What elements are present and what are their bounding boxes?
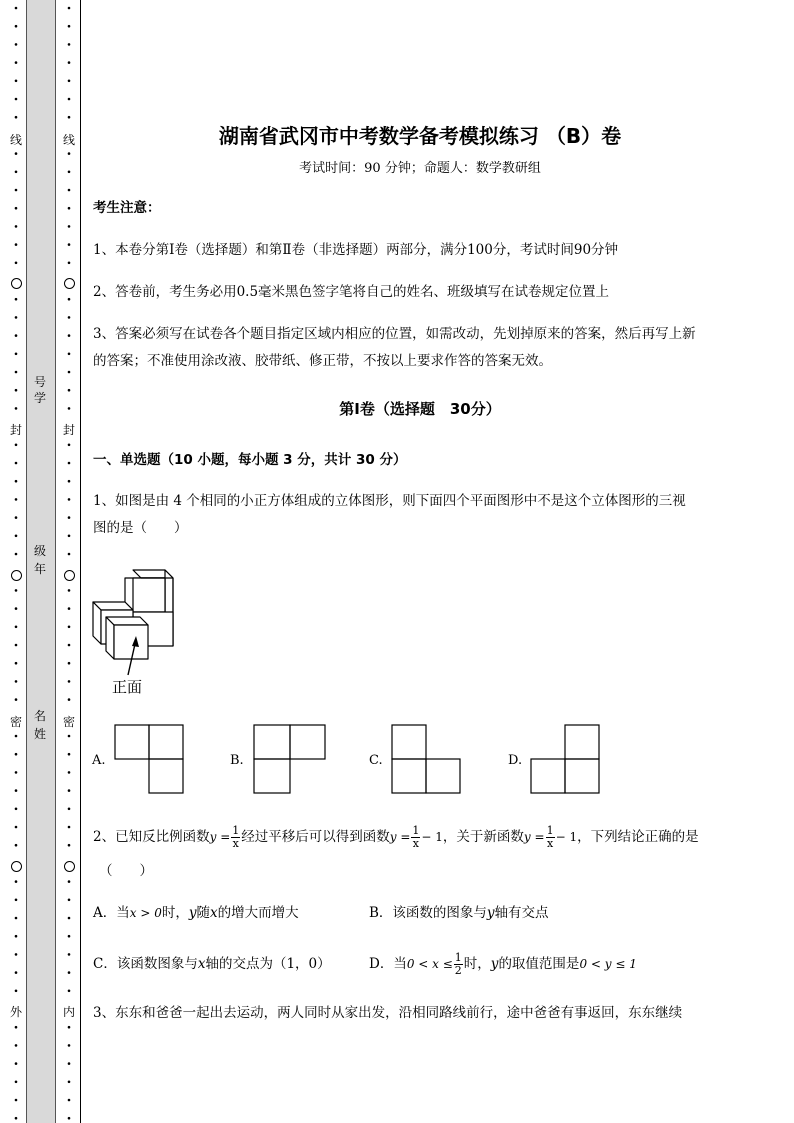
q2-text: ，下列结论正确的是 (577, 829, 699, 845)
q2-text: 经过平移后可以得到函数 (241, 829, 390, 845)
page-title: 湖南省武冈市中考数学备考模拟练习 （B）卷 (218, 124, 622, 148)
margin-dot (15, 444, 18, 447)
margin-dot (15, 243, 18, 246)
margin-dot (15, 698, 18, 701)
margin-dot (15, 80, 18, 83)
q2-y-eq: y = (523, 830, 545, 844)
option-math: y (490, 956, 499, 972)
outer-char-xian: 线 (9, 133, 22, 147)
margin-dot (68, 298, 71, 301)
inner-char-feng: 封 (62, 423, 75, 437)
fraction-denominator: 2 (454, 964, 462, 977)
margin-dot (15, 98, 18, 101)
margin-dot (68, 535, 71, 538)
margin-dot (15, 189, 18, 192)
option-text: B．该函数的图象与 (369, 905, 487, 921)
margin-dot (15, 735, 18, 738)
exam-info: 考试时间：90 分钟；命题人：数学教研组 (299, 161, 541, 176)
cube-side-face (93, 602, 101, 644)
margin-dot (15, 771, 18, 774)
inner-char-xian: 线 (62, 133, 75, 147)
margin-dot (68, 7, 71, 10)
margin-dot (15, 789, 18, 792)
q2-fraction (411, 825, 420, 850)
q2-option-b[interactable] (369, 900, 549, 927)
margin-dot (68, 935, 71, 938)
margin-dot (68, 80, 71, 83)
margin-dot (15, 1081, 18, 1084)
margin-dot (15, 480, 18, 483)
margin-dot (68, 98, 71, 101)
margin-dot (15, 1062, 18, 1065)
margin-dot (68, 607, 71, 610)
option-math: x (197, 956, 206, 972)
margin-dot (15, 553, 18, 556)
margin-dot (15, 662, 18, 665)
margin-dot (15, 935, 18, 938)
option-text: 轴有交点 (494, 905, 549, 921)
outer-char-wai: 外 (9, 1005, 22, 1019)
margin-dot (15, 462, 18, 465)
option-text: 随 (196, 905, 210, 921)
option-text: D．当 (369, 956, 407, 972)
inner-dots (62, 0, 76, 1123)
margin-dot (68, 262, 71, 265)
margin-dot (15, 152, 18, 155)
gutter-label-student-number (26, 374, 54, 406)
margin-dot (15, 298, 18, 301)
gutter-label-grade (26, 542, 54, 578)
margin-dot (15, 61, 18, 64)
inner-circle (64, 861, 75, 872)
notice-item-3-cont: 的答案；不准使用涂改液、胶带纸、修正带，不按以上要求作答的答案无效。 (93, 353, 552, 369)
margin-dot (68, 152, 71, 155)
margin-dot (15, 498, 18, 501)
margin-dot (68, 116, 71, 119)
margin-dot (15, 626, 18, 629)
outer-circle (11, 861, 22, 872)
margin-dot (68, 407, 71, 410)
option-text: A．当 (93, 905, 130, 921)
margin-dot (15, 1044, 18, 1047)
margin-dot (68, 953, 71, 956)
q1-option-c-figure (391, 724, 463, 796)
q1-option-a-label[interactable]: A. (92, 753, 106, 768)
margin-dot (68, 171, 71, 174)
margin-dot (68, 1026, 71, 1029)
fraction-numerator: 1 (232, 824, 240, 837)
margin-dot (68, 43, 71, 46)
option-text: 的增大而增大 (217, 905, 299, 921)
margin-dot (15, 371, 18, 374)
q2-minus-one: − 1 (421, 830, 443, 844)
margin-dot (15, 953, 18, 956)
part-heading: 一、单选题（10 小题，每小题 3 分，共计 30 分） (93, 452, 407, 468)
q2-stem (93, 824, 699, 851)
margin-dot (68, 1062, 71, 1065)
q2-y-eq: y = (389, 830, 411, 844)
margin-dot (15, 25, 18, 28)
inner-circle (64, 570, 75, 581)
option-math: y (188, 905, 197, 921)
margin-dot (68, 61, 71, 64)
margin-dot (15, 171, 18, 174)
q2-answer-blank: （ ） (99, 863, 153, 879)
outer-char-mi: 密 (9, 715, 22, 729)
inner-circle (64, 278, 75, 289)
gutter-label-name (26, 707, 54, 743)
q2-option-c[interactable] (93, 951, 331, 978)
q1-option-d-label[interactable]: D. (508, 753, 523, 768)
margin-dot (15, 844, 18, 847)
notice-item-1: 1、本卷分第Ⅰ卷（选择题）和第Ⅱ卷（非选择题）两部分，满分100分，考试时间90分钟 (93, 242, 619, 258)
margin-dot (15, 116, 18, 119)
margin-dot (15, 607, 18, 610)
margin-dot (68, 243, 71, 246)
notice-item-3: 3、答案必须写在试卷各个题目指定区域内相应的位置，如需改动，先划掉原来的答案，然后再写上新 (93, 326, 696, 342)
margin-dot (68, 462, 71, 465)
option-text: C．该函数图象与 (93, 956, 198, 972)
option-text: 的取值范围是 (498, 956, 580, 972)
fraction-denominator: x (546, 837, 554, 850)
margin-dot (68, 680, 71, 683)
margin-dot (15, 353, 18, 356)
margin-dot (68, 480, 71, 483)
margin-dot (68, 808, 71, 811)
margin-dot (68, 334, 71, 337)
margin-dot (15, 589, 18, 592)
margin-dot (68, 516, 71, 519)
margin-dot (68, 1044, 71, 1047)
margin-dot (68, 698, 71, 701)
q1-stem: 1、如图是由 4 个相同的小正方体组成的立体图形，则下面四个平面图形中不是这个立体图形的三视 (93, 493, 686, 509)
margin-dot (15, 808, 18, 811)
margin-dot (68, 444, 71, 447)
option-math: 0 < y ≤ 1 (579, 957, 637, 971)
q1-option-d-figure (530, 724, 602, 796)
fraction-numerator: 1 (454, 951, 462, 964)
margin-dot (68, 626, 71, 629)
margin-dot (15, 971, 18, 974)
outer-dots (9, 0, 23, 1123)
margin-border-line (80, 0, 81, 1123)
front-view-label: 正面 (112, 678, 143, 696)
fraction-denominator: x (232, 837, 239, 850)
margin-dot (15, 1099, 18, 1102)
margin-dot (68, 1117, 71, 1120)
inner-dot-column (62, 0, 76, 1123)
margin-dot (68, 990, 71, 993)
margin-dot (15, 826, 18, 829)
margin-dot (15, 389, 18, 392)
outer-dot-column (9, 0, 23, 1123)
cube-front-face (133, 578, 165, 612)
margin-dot (15, 899, 18, 902)
margin-dot (15, 1117, 18, 1120)
q2-option-d[interactable] (369, 951, 637, 978)
margin-dot (68, 353, 71, 356)
q1-option-b-label[interactable]: B. (230, 753, 244, 768)
inner-char-nei: 内 (62, 1005, 75, 1019)
margin-dot (15, 7, 18, 10)
margin-dot (68, 498, 71, 501)
margin-dot (15, 917, 18, 920)
option-fraction (454, 952, 463, 977)
option-text: 轴的交点为（1，0） (205, 956, 331, 972)
gutter-label-text: 级年 (33, 544, 46, 576)
q2-fraction (231, 825, 240, 850)
margin-dot (15, 262, 18, 265)
margin-dot (68, 826, 71, 829)
q1-stem-cont: 图的是（ ） (93, 520, 188, 536)
margin-dot (68, 589, 71, 592)
outer-char-feng: 封 (9, 423, 22, 437)
margin-dot (68, 189, 71, 192)
inner-char-mi: 密 (62, 715, 75, 729)
margin-dot (68, 553, 71, 556)
fraction-numerator: 1 (412, 824, 420, 837)
margin-dot (15, 644, 18, 647)
notice-heading: 考生注意： (93, 200, 161, 216)
margin-dot (68, 389, 71, 392)
margin-dot (68, 880, 71, 883)
margin-dot (68, 25, 71, 28)
q2-fraction (546, 825, 555, 850)
margin-dot (15, 680, 18, 683)
option-math: x > 0 (129, 906, 162, 920)
margin-dot (15, 516, 18, 519)
margin-dot (15, 207, 18, 210)
margin-dot (15, 316, 18, 319)
gutter-label-text: 号学 (33, 375, 46, 405)
margin-dot (68, 662, 71, 665)
outer-circle (11, 570, 22, 581)
margin-dot (68, 1099, 71, 1102)
margin-dot (68, 207, 71, 210)
section-title: 第Ⅰ卷（选择题 30分） (339, 400, 501, 418)
q1-option-c-label[interactable]: C. (369, 753, 383, 768)
option-text: 时， (161, 905, 189, 921)
option-math: x (209, 905, 218, 921)
margin-dot (15, 880, 18, 883)
margin-dot (15, 334, 18, 337)
notice-item-2: 2、答卷前，考生务必用0.5毫米黑色签字笔将自己的姓名、班级填写在试卷规定位置上 (93, 284, 610, 300)
fraction-numerator: 1 (546, 824, 554, 837)
margin-dot (68, 789, 71, 792)
margin-dot (15, 990, 18, 993)
fraction-denominator: x (412, 837, 420, 850)
q2-option-a[interactable] (93, 900, 299, 927)
q2-text: ，关于新函数 (442, 829, 524, 845)
margin-dot (68, 1081, 71, 1084)
q2-text: 2、已知反比例函数 (93, 829, 210, 845)
margin-dot (68, 735, 71, 738)
gutter-label-text: 名姓 (33, 709, 46, 741)
margin-dot (68, 644, 71, 647)
q1-option-b-figure (253, 724, 327, 796)
option-math: y (486, 905, 495, 921)
cube-side-face (106, 617, 114, 659)
margin-dot (15, 1026, 18, 1029)
option-math: 0 < x ≤ (406, 957, 453, 971)
margin-dot (68, 753, 71, 756)
margin-dot (68, 225, 71, 228)
margin-dot (15, 753, 18, 756)
q3-stem: 3、东东和爸爸一起出去运动，两人同时从家出发，沿相同路线前行，途中爸爸有事返回，东东继续 (93, 1005, 683, 1021)
margin-dot (68, 917, 71, 920)
margin-dot (15, 43, 18, 46)
margin-dot (68, 316, 71, 319)
margin-dot (68, 371, 71, 374)
margin-dot (68, 844, 71, 847)
margin-dot (68, 971, 71, 974)
margin-dot (68, 899, 71, 902)
q1-option-a-figure (114, 724, 186, 796)
q2-y-eq: y = (209, 830, 231, 844)
margin-dot (68, 771, 71, 774)
margin-dot (15, 407, 18, 410)
q2-minus-one: − 1 (555, 830, 578, 844)
option-text: 时， (463, 956, 491, 972)
margin-dot (15, 535, 18, 538)
margin-dot (15, 225, 18, 228)
outer-circle (11, 278, 22, 289)
